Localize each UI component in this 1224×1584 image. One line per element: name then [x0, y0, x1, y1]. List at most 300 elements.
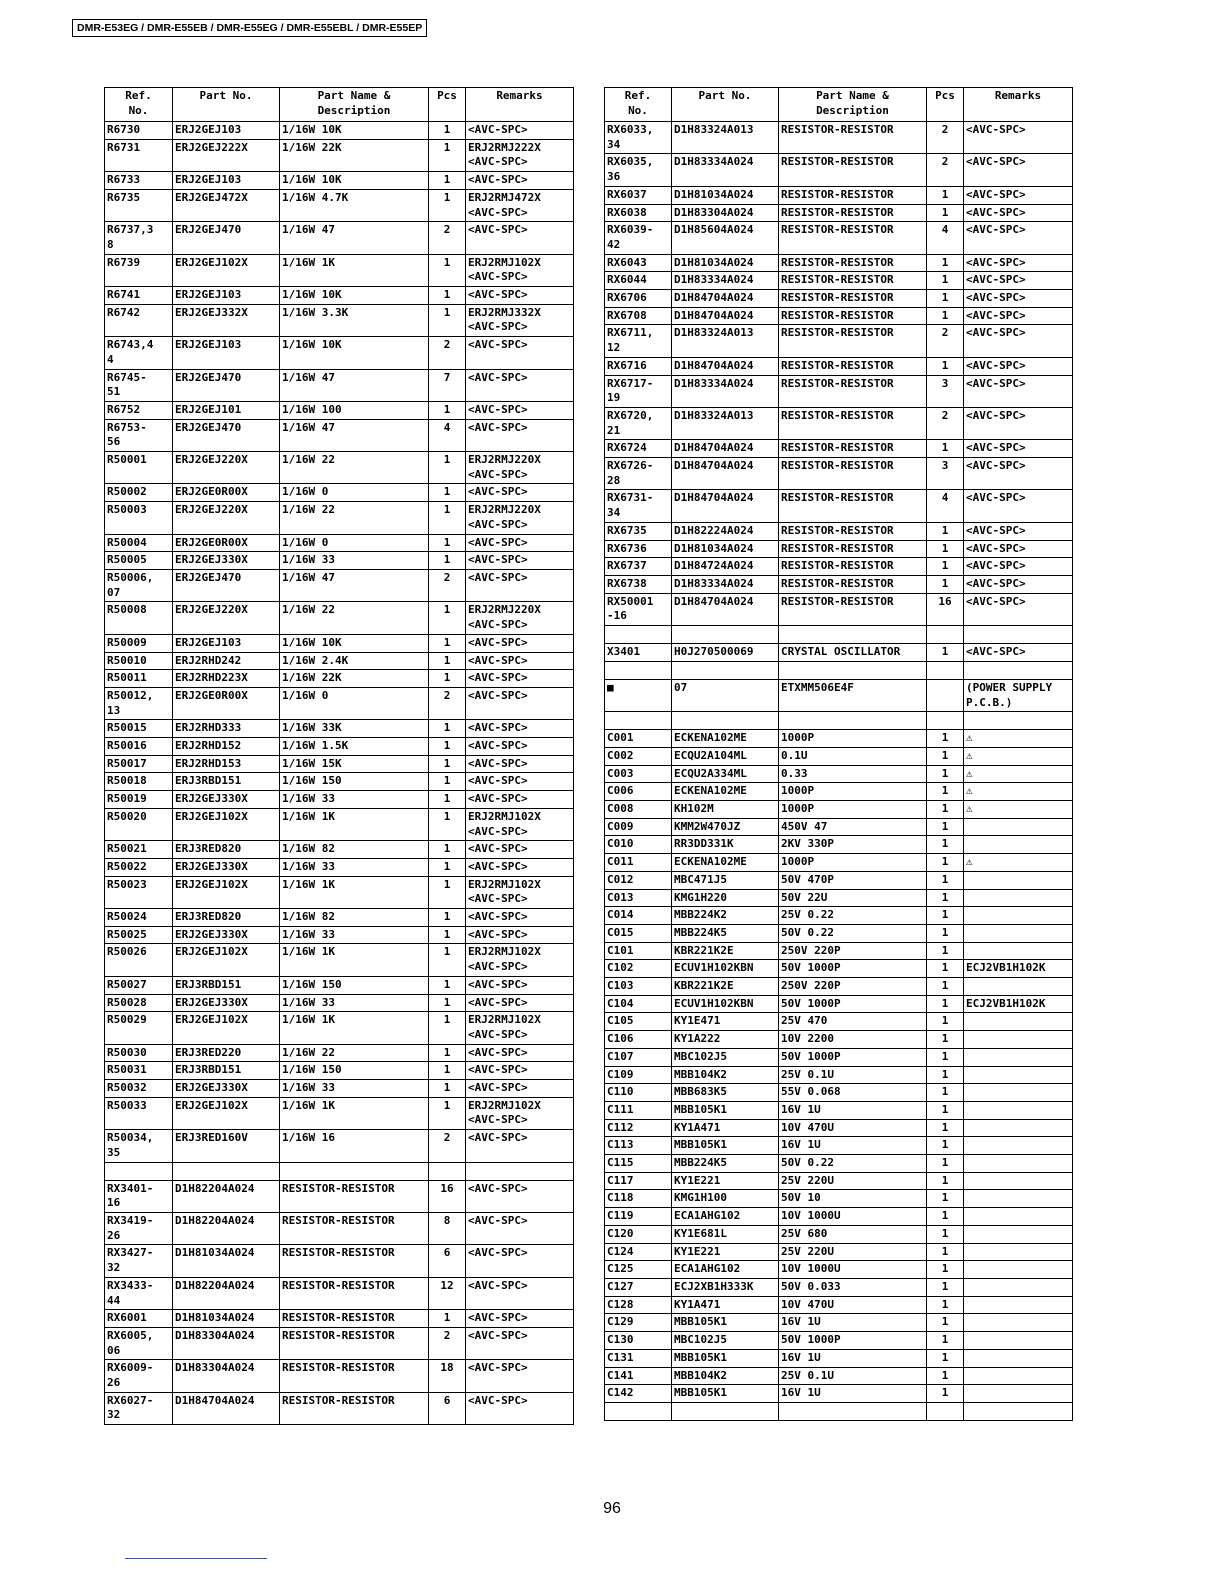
cell-remarks: <AVC-SPC> [466, 337, 574, 369]
cell-part-no: ERJ2GEJ103 [173, 634, 280, 652]
cell-part-name [779, 661, 927, 679]
cell-ref-no: R50023 [105, 876, 173, 908]
cell-part-no [672, 712, 779, 730]
cell-remarks [964, 1385, 1073, 1403]
cell-part-no: ERJ2GEJ102X [173, 808, 280, 840]
cell-part-no: KY1E221 [672, 1243, 779, 1261]
cell-ref-no: C107 [605, 1048, 672, 1066]
cell-pcs: 1 [429, 755, 466, 773]
table-row [605, 1101, 1073, 1119]
cell-ref-no: RX6027- 32 [105, 1392, 173, 1424]
cell-part-no: ECUV1H102KBN [672, 960, 779, 978]
cell-part-name: 1/16W 33K [280, 720, 429, 738]
cell-pcs: 1 [429, 1080, 466, 1098]
table-row [605, 712, 1073, 730]
cell-part-name: 1/16W 3.3K [280, 304, 429, 336]
cell-remarks: <AVC-SPC> [964, 458, 1073, 490]
cell-part-name: 250V 220P [779, 978, 927, 996]
cell-remarks [964, 924, 1073, 942]
cell-remarks [964, 626, 1073, 644]
cell-ref-no: RX6038 [605, 204, 672, 222]
cell-part-no: D1H82204A024 [173, 1213, 280, 1245]
table-row [605, 575, 1073, 593]
table-row [605, 325, 1073, 357]
cell-part-name: 25V 220U [779, 1243, 927, 1261]
table-row [605, 1031, 1073, 1049]
cell-ref-no: R50034, 35 [105, 1130, 173, 1162]
table-row [605, 783, 1073, 801]
table-row [605, 1084, 1073, 1102]
cell-ref-no: R6733 [105, 172, 173, 190]
cell-part-no: D1H83304A024 [173, 1327, 280, 1359]
cell-remarks: <AVC-SPC> [964, 593, 1073, 625]
cell-part-name: RESISTOR-RESISTOR [779, 186, 927, 204]
cell-remarks: <AVC-SPC> [466, 791, 574, 809]
table-row [605, 1332, 1073, 1350]
cell-part-name: RESISTOR-RESISTOR [779, 122, 927, 154]
cell-part-no: KBR221K2E [672, 942, 779, 960]
cell-pcs: 1 [927, 907, 964, 925]
cell-part-no: D1H81034A024 [672, 254, 779, 272]
table-row [605, 1402, 1073, 1420]
cell-part-name: 1000P [779, 854, 927, 872]
cell-remarks: <AVC-SPC> [964, 222, 1073, 254]
cell-part-no: KMG1H100 [672, 1190, 779, 1208]
cell-part-name: RESISTOR-RESISTOR [779, 458, 927, 490]
col-pcs: Pcs [429, 88, 466, 122]
cell-part-no: ERJ3RED160V [173, 1130, 280, 1162]
cell-remarks: <AVC-SPC> [466, 1245, 574, 1277]
cell-pcs: 1 [927, 783, 964, 801]
cell-pcs: 1 [429, 534, 466, 552]
cell-part-name: 1/16W 10K [280, 172, 429, 190]
cell-pcs: 1 [927, 1314, 964, 1332]
col-part-no: Part No. [672, 88, 779, 122]
cell-ref-no: C113 [605, 1137, 672, 1155]
table-row [605, 1066, 1073, 1084]
cell-part-name: RESISTOR-RESISTOR [779, 325, 927, 357]
table-row [605, 644, 1073, 662]
cell-pcs: 1 [927, 818, 964, 836]
cell-remarks: ERJ2RMJ102X <AVC-SPC> [466, 808, 574, 840]
table-row [105, 1162, 574, 1180]
cell-ref-no: C141 [605, 1367, 672, 1385]
cell-part-no: ERJ2RHD223X [173, 670, 280, 688]
cell-pcs: 1 [429, 1044, 466, 1062]
cell-pcs: 1 [429, 773, 466, 791]
cell-remarks: <AVC-SPC> [466, 1044, 574, 1062]
cell-ref-no: RX6001 [105, 1310, 173, 1328]
table-row [105, 1044, 574, 1062]
cell-ref-no: RX6717- 19 [605, 375, 672, 407]
cell-ref-no: R6735 [105, 189, 173, 221]
cell-ref-no: C129 [605, 1314, 672, 1332]
cell-pcs: 18 [429, 1360, 466, 1392]
table-row [605, 1155, 1073, 1173]
cell-ref-no: C109 [605, 1066, 672, 1084]
cell-ref-no: R50011 [105, 670, 173, 688]
cell-part-name: 25V 680 [779, 1225, 927, 1243]
cell-pcs: 2 [927, 325, 964, 357]
cell-ref-no: C015 [605, 924, 672, 942]
cell-ref-no: RX6737 [605, 558, 672, 576]
cell-pcs: 1 [927, 978, 964, 996]
table-row [105, 1360, 574, 1392]
cell-ref-no: R6742 [105, 304, 173, 336]
cell-part-no: ERJ2GEJ103 [173, 337, 280, 369]
cell-part-no: ERJ2RHD152 [173, 738, 280, 756]
cell-part-no: D1H82224A024 [672, 522, 779, 540]
table-row [605, 978, 1073, 996]
cell-remarks: <AVC-SPC> [964, 254, 1073, 272]
cell-pcs: 8 [429, 1213, 466, 1245]
cell-pcs: 1 [429, 172, 466, 190]
table-row [105, 909, 574, 927]
cell-part-name: 1/16W 10K [280, 337, 429, 369]
cell-ref-no: C105 [605, 1013, 672, 1031]
cell-part-no: ECKENA102ME [672, 783, 779, 801]
cell-ref-no: R50002 [105, 484, 173, 502]
cell-remarks: ⚠ [964, 747, 1073, 765]
cell-part-name: 1/16W 47 [280, 569, 429, 601]
cell-part-name: 250V 220P [779, 942, 927, 960]
cell-part-name: RESISTOR-RESISTOR [779, 307, 927, 325]
cell-ref-no: C010 [605, 836, 672, 854]
table-row [605, 375, 1073, 407]
cell-pcs: 2 [927, 154, 964, 186]
cell-part-name: 1/16W 1K [280, 876, 429, 908]
cell-part-name: 1/16W 0 [280, 687, 429, 719]
cell-remarks [964, 978, 1073, 996]
col-pcs: Pcs [927, 88, 964, 122]
cell-pcs: 1 [927, 440, 964, 458]
cell-ref-no: R50017 [105, 755, 173, 773]
cell-part-name: 1/16W 150 [280, 976, 429, 994]
cell-part-name: 1/16W 47 [280, 222, 429, 254]
cell-remarks: <AVC-SPC> [466, 1062, 574, 1080]
cell-remarks: <AVC-SPC> [466, 222, 574, 254]
table-row [605, 558, 1073, 576]
table-row [605, 1013, 1073, 1031]
table-row [105, 720, 574, 738]
cell-pcs: 1 [429, 602, 466, 634]
cell-ref-no: C009 [605, 818, 672, 836]
cell-ref-no: C119 [605, 1208, 672, 1226]
cell-ref-no: R50020 [105, 808, 173, 840]
cell-part-name: 25V 0.1U [779, 1066, 927, 1084]
cell-pcs: 1 [927, 942, 964, 960]
cell-part-no: ERJ2GEJ330X [173, 1080, 280, 1098]
cell-remarks: ERJ2RMJ102X <AVC-SPC> [466, 1097, 574, 1129]
cell-part-name: RESISTOR-RESISTOR [779, 407, 927, 439]
cell-pcs: 2 [429, 569, 466, 601]
cell-ref-no: R50009 [105, 634, 173, 652]
cell-pcs: 1 [927, 960, 964, 978]
cell-part-no: ERJ2GE0R00X [173, 687, 280, 719]
cell-remarks [964, 1084, 1073, 1102]
cell-remarks: <AVC-SPC> [964, 122, 1073, 154]
cell-pcs: 1 [927, 540, 964, 558]
cell-part-no: MBC471J5 [672, 871, 779, 889]
cell-ref-no: C104 [605, 995, 672, 1013]
cell-pcs: 3 [927, 375, 964, 407]
cell-part-name: 1000P [779, 730, 927, 748]
table-row [105, 1245, 574, 1277]
cell-pcs: 1 [927, 307, 964, 325]
cell-pcs: 1 [927, 889, 964, 907]
cell-part-name [779, 626, 927, 644]
cell-part-no [672, 626, 779, 644]
cell-ref-no: RX6731- 34 [605, 490, 672, 522]
cell-pcs: 1 [927, 1084, 964, 1102]
cell-part-name: RESISTOR-RESISTOR [280, 1245, 429, 1277]
cell-part-no: ERJ3RED820 [173, 909, 280, 927]
cell-remarks: ERJ2RMJ102X <AVC-SPC> [466, 876, 574, 908]
cell-remarks [964, 1172, 1073, 1190]
cell-part-no: ECKENA102ME [672, 854, 779, 872]
cell-pcs: 1 [429, 1310, 466, 1328]
cell-part-no: ERJ2GEJ103 [173, 287, 280, 305]
cell-ref-no: C120 [605, 1225, 672, 1243]
cell-pcs: 2 [429, 337, 466, 369]
cell-ref-no: C130 [605, 1332, 672, 1350]
cell-part-name: 16V 1U [779, 1314, 927, 1332]
table-row [105, 773, 574, 791]
table-row [605, 1137, 1073, 1155]
model-label: DMR-E53EG / DMR-E55EB / DMR-E55EG / DMR-E55EBL / DMR-E55EP [72, 19, 427, 37]
table-row [605, 661, 1073, 679]
cell-ref-no: C118 [605, 1190, 672, 1208]
table-row [605, 272, 1073, 290]
cell-part-name: 16V 1U [779, 1137, 927, 1155]
cell-part-name: 10V 470U [779, 1119, 927, 1137]
cell-part-no: D1H81034A024 [173, 1310, 280, 1328]
cell-ref-no: R6731 [105, 139, 173, 171]
cell-remarks: ⚠ [964, 783, 1073, 801]
col-ref-no: Ref. No. [105, 88, 173, 122]
cell-pcs: 1 [927, 1367, 964, 1385]
table-row [605, 960, 1073, 978]
cell-pcs: 1 [927, 995, 964, 1013]
cell-part-name: 16V 1U [779, 1349, 927, 1367]
cell-part-no: ERJ3RBD151 [173, 1062, 280, 1080]
cell-remarks: ECJ2VB1H102K [964, 960, 1073, 978]
cell-remarks [466, 1162, 574, 1180]
cell-part-name: 1/16W 33 [280, 926, 429, 944]
cell-ref-no: RX6716 [605, 357, 672, 375]
cell-part-no: ERJ2GEJ470 [173, 569, 280, 601]
cell-pcs [927, 712, 964, 730]
footer-link-line[interactable] [125, 1558, 267, 1559]
cell-ref-no: C101 [605, 942, 672, 960]
cell-part-name: 16V 1U [779, 1101, 927, 1119]
cell-pcs [429, 1162, 466, 1180]
cell-part-no: MBB683K5 [672, 1084, 779, 1102]
table-row [605, 818, 1073, 836]
table-row [605, 1296, 1073, 1314]
cell-part-no: D1H84704A024 [672, 357, 779, 375]
cell-part-no: KY1A471 [672, 1119, 779, 1137]
cell-part-name: 1/16W 10K [280, 634, 429, 652]
cell-pcs: 1 [927, 1048, 964, 1066]
cell-part-no: MBB224K5 [672, 1155, 779, 1173]
cell-pcs: 1 [429, 304, 466, 336]
cell-part-name: RESISTOR-RESISTOR [280, 1392, 429, 1424]
table-row [605, 907, 1073, 925]
cell-remarks [964, 907, 1073, 925]
cell-ref-no: RX3401- 16 [105, 1180, 173, 1212]
table-row [605, 490, 1073, 522]
cell-part-no: ERJ2GEJ220X [173, 602, 280, 634]
cell-part-name: 50V 0.22 [779, 924, 927, 942]
cell-pcs: 1 [927, 1013, 964, 1031]
cell-ref-no: ■ [605, 679, 672, 711]
cell-ref-no: R6741 [105, 287, 173, 305]
cell-pcs: 4 [927, 222, 964, 254]
cell-part-no: D1H81034A024 [173, 1245, 280, 1277]
cell-part-no: D1H83304A024 [173, 1360, 280, 1392]
table-row [605, 307, 1073, 325]
cell-part-name: RESISTOR-RESISTOR [779, 272, 927, 290]
cell-ref-no: C111 [605, 1101, 672, 1119]
cell-part-name: 1/16W 1K [280, 808, 429, 840]
cell-ref-no: RX3427- 32 [105, 1245, 173, 1277]
cell-ref-no: RX6037 [605, 186, 672, 204]
cell-part-name: 10V 2200 [779, 1031, 927, 1049]
cell-part-name: 50V 10 [779, 1190, 927, 1208]
table-row [605, 765, 1073, 783]
cell-remarks: <AVC-SPC> [466, 1180, 574, 1212]
cell-pcs: 1 [927, 1101, 964, 1119]
cell-pcs: 1 [429, 720, 466, 738]
cell-part-name: 1/16W 82 [280, 909, 429, 927]
table-row [605, 1225, 1073, 1243]
cell-part-no: ERJ2GE0R00X [173, 534, 280, 552]
cell-part-no: D1H83324A013 [672, 122, 779, 154]
cell-part-name: 50V 470P [779, 871, 927, 889]
cell-ref-no: R50003 [105, 502, 173, 534]
cell-remarks: ERJ2RMJ102X <AVC-SPC> [466, 1012, 574, 1044]
cell-pcs: 1 [429, 876, 466, 908]
cell-ref-no: R50028 [105, 994, 173, 1012]
cell-part-no: D1H84704A024 [672, 440, 779, 458]
cell-remarks: <AVC-SPC> [964, 575, 1073, 593]
cell-part-name: 1/16W 22K [280, 670, 429, 688]
table-row [605, 458, 1073, 490]
cell-pcs: 1 [927, 357, 964, 375]
cell-ref-no: R50005 [105, 552, 173, 570]
cell-part-name: 25V 0.22 [779, 907, 927, 925]
cell-part-no: ERJ2GEJ101 [173, 401, 280, 419]
cell-part-name: 50V 0.22 [779, 1155, 927, 1173]
table-row [605, 1208, 1073, 1226]
cell-part-no: MBC102J5 [672, 1048, 779, 1066]
cell-remarks [964, 1332, 1073, 1350]
cell-ref-no: RX6726- 28 [605, 458, 672, 490]
table-row [605, 1385, 1073, 1403]
cell-ref-no: R50021 [105, 841, 173, 859]
table-row [105, 1062, 574, 1080]
cell-part-no: ERJ2GEJ102X [173, 1097, 280, 1129]
cell-part-no: D1H83304A024 [672, 204, 779, 222]
cell-part-name: 1/16W 47 [280, 369, 429, 401]
cell-ref-no: C006 [605, 783, 672, 801]
cell-part-name: RESISTOR-RESISTOR [779, 540, 927, 558]
cell-part-no: ERJ3RED820 [173, 841, 280, 859]
cell-remarks [964, 1048, 1073, 1066]
cell-ref-no: R50025 [105, 926, 173, 944]
cell-ref-no: RX3433- 44 [105, 1277, 173, 1309]
cell-remarks [964, 836, 1073, 854]
cell-ref-no: RX3419- 26 [105, 1213, 173, 1245]
cell-pcs: 1 [429, 1097, 466, 1129]
cell-remarks: <AVC-SPC> [964, 204, 1073, 222]
cell-part-no: ERJ2GEJ102X [173, 876, 280, 908]
cell-ref-no: C124 [605, 1243, 672, 1261]
cell-pcs: 1 [927, 644, 964, 662]
cell-pcs: 1 [429, 634, 466, 652]
cell-remarks [964, 1367, 1073, 1385]
col-part-no: Part No. [173, 88, 280, 122]
cell-remarks [964, 889, 1073, 907]
cell-remarks: ⚠ [964, 765, 1073, 783]
cell-part-no: ERJ2GEJ220X [173, 452, 280, 484]
cell-remarks [964, 1190, 1073, 1208]
cell-pcs: 1 [429, 994, 466, 1012]
cell-remarks: <AVC-SPC> [964, 375, 1073, 407]
cell-part-no: KBR221K2E [672, 978, 779, 996]
cell-ref-no: R6730 [105, 122, 173, 140]
cell-remarks: <AVC-SPC> [466, 652, 574, 670]
cell-ref-no: C131 [605, 1349, 672, 1367]
cell-pcs [927, 679, 964, 711]
cell-ref-no: RX6735 [605, 522, 672, 540]
table-row [105, 189, 574, 221]
cell-ref-no: RX6706 [605, 290, 672, 308]
cell-part-no: D1H84704A024 [672, 458, 779, 490]
table-body [105, 122, 574, 1425]
table-row [605, 186, 1073, 204]
cell-part-name: RESISTOR-RESISTOR [779, 154, 927, 186]
cell-pcs: 1 [429, 502, 466, 534]
cell-part-name: 1000P [779, 801, 927, 819]
cell-remarks: <AVC-SPC> [964, 186, 1073, 204]
table-row [105, 287, 574, 305]
cell-part-no: ECJ2XB1H333K [672, 1279, 779, 1297]
cell-ref-no: RX6044 [605, 272, 672, 290]
table-row [105, 841, 574, 859]
table-row [605, 1119, 1073, 1137]
cell-part-name: RESISTOR-RESISTOR [779, 440, 927, 458]
cell-remarks: <AVC-SPC> [466, 287, 574, 305]
cell-pcs: 1 [429, 738, 466, 756]
table-row [605, 440, 1073, 458]
table-row [105, 172, 574, 190]
cell-ref-no: C002 [605, 747, 672, 765]
cell-part-no: ERJ2GEJ470 [173, 419, 280, 451]
table-row [105, 994, 574, 1012]
cell-pcs: 1 [927, 1332, 964, 1350]
cell-part-no: D1H85604A024 [672, 222, 779, 254]
cell-ref-no: R50004 [105, 534, 173, 552]
cell-remarks: <AVC-SPC> [466, 858, 574, 876]
table-row [605, 836, 1073, 854]
cell-remarks: (POWER SUPPLY P.C.B.) [964, 679, 1073, 711]
table-row [105, 552, 574, 570]
cell-part-no: D1H84704A024 [672, 490, 779, 522]
cell-part-name [280, 1162, 429, 1180]
table-row [105, 222, 574, 254]
